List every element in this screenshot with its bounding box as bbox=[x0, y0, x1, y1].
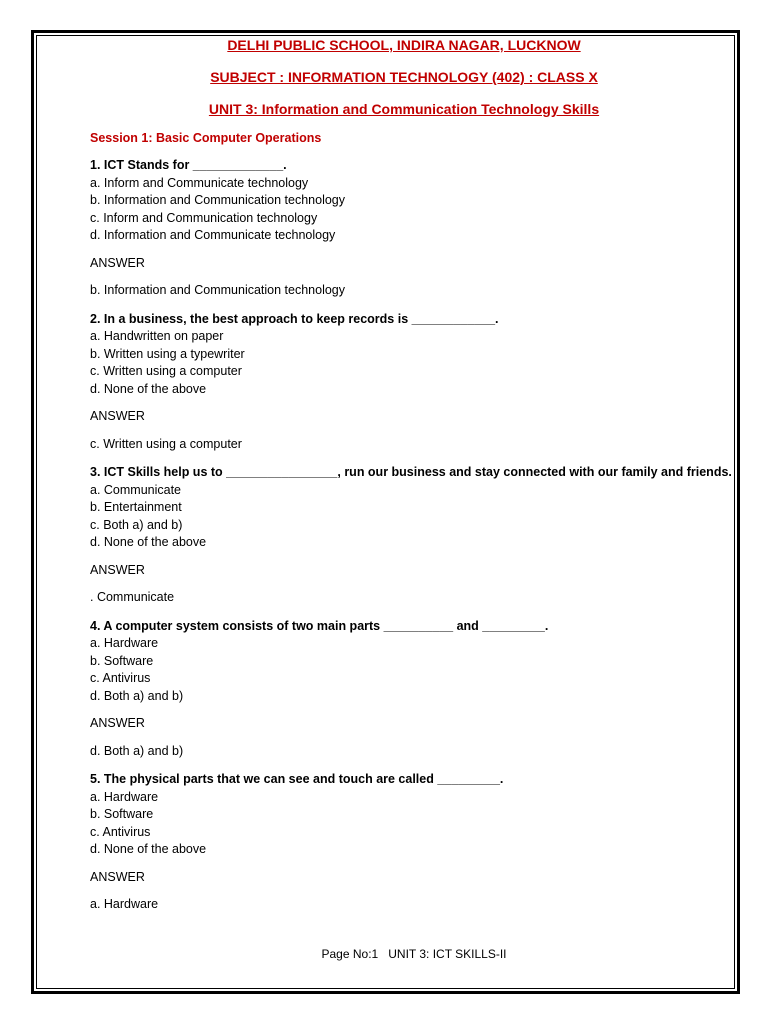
answer-label: ANSWER bbox=[90, 716, 145, 730]
question-text: 2. In a business, the best approach to keep records is ____________. bbox=[90, 311, 499, 326]
question-block bbox=[90, 771, 730, 914]
answer-label: ANSWER bbox=[90, 255, 145, 270]
option-b: b. Software bbox=[90, 653, 154, 668]
answer-label: ANSWER bbox=[90, 869, 145, 884]
answer-label: ANSWER bbox=[90, 562, 145, 577]
question-block bbox=[90, 157, 730, 300]
question-text: 5. The physical parts that we can see and touch are called _________. bbox=[90, 772, 504, 786]
option-b: b. Entertainment bbox=[90, 500, 182, 514]
question-text: 1. ICT Stands for _____________. bbox=[90, 158, 287, 172]
option-c: c. Antivirus bbox=[90, 671, 151, 685]
option-c: c. Inform and Communication technology bbox=[90, 210, 318, 225]
answer-text: a. Hardware bbox=[90, 897, 159, 911]
option-b: b. Software bbox=[90, 807, 154, 821]
school-name: DELHI PUBLIC SCHOOL, INDIRA NAGAR, LUCKNOW bbox=[227, 37, 581, 53]
option-c: c. Antivirus bbox=[90, 824, 151, 839]
option-a: a. Communicate bbox=[90, 482, 182, 497]
option-b: b. Information and Communication technology bbox=[90, 193, 346, 207]
question-block bbox=[90, 618, 730, 761]
question-block bbox=[90, 311, 730, 454]
question-block bbox=[90, 464, 730, 607]
answer-text: d. Both a) and b) bbox=[90, 743, 184, 758]
answer-text: c. Written using a computer bbox=[90, 436, 242, 451]
option-c: c. Both a) and b) bbox=[90, 517, 183, 532]
option-d: d. None of the above bbox=[90, 842, 207, 856]
question-text: 3. ICT Skills help us to ________________, run our business and stay connected with our family and friends. bbox=[90, 465, 732, 479]
option-a: a. Hardware bbox=[90, 789, 159, 804]
option-d: d. None of the above bbox=[90, 381, 207, 396]
question-text: 4. A computer system consists of two main parts __________ and _________. bbox=[90, 618, 549, 633]
unit-title: UNIT 3: Information and Communication Technology Skills bbox=[208, 101, 600, 117]
option-a: a. Handwritten on paper bbox=[90, 329, 224, 343]
option-c: c. Written using a computer bbox=[90, 364, 242, 378]
option-d: d. Information and Communicate technology bbox=[90, 228, 336, 242]
session-title: Session 1: Basic Computer Operations bbox=[90, 131, 322, 145]
answer-text: . Communicate bbox=[90, 590, 175, 604]
option-b: b. Written using a typewriter bbox=[90, 346, 245, 361]
page-footer bbox=[0, 946, 768, 962]
footer-unit-label: UNIT 3: ICT SKILLS-II bbox=[388, 947, 507, 961]
answer-label: ANSWER bbox=[90, 409, 145, 423]
page-number: Page No:1 bbox=[321, 947, 379, 961]
subject-line: SUBJECT : INFORMATION TECHNOLOGY (402) : CLASS X bbox=[210, 69, 598, 85]
answer-text: b. Information and Communication technology bbox=[90, 283, 346, 297]
option-d: d. Both a) and b) bbox=[90, 688, 184, 703]
worksheet-page bbox=[90, 36, 730, 914]
option-a: a. Hardware bbox=[90, 636, 159, 650]
option-d: d. None of the above bbox=[90, 535, 207, 549]
option-a: a. Inform and Communicate technology bbox=[90, 175, 309, 190]
